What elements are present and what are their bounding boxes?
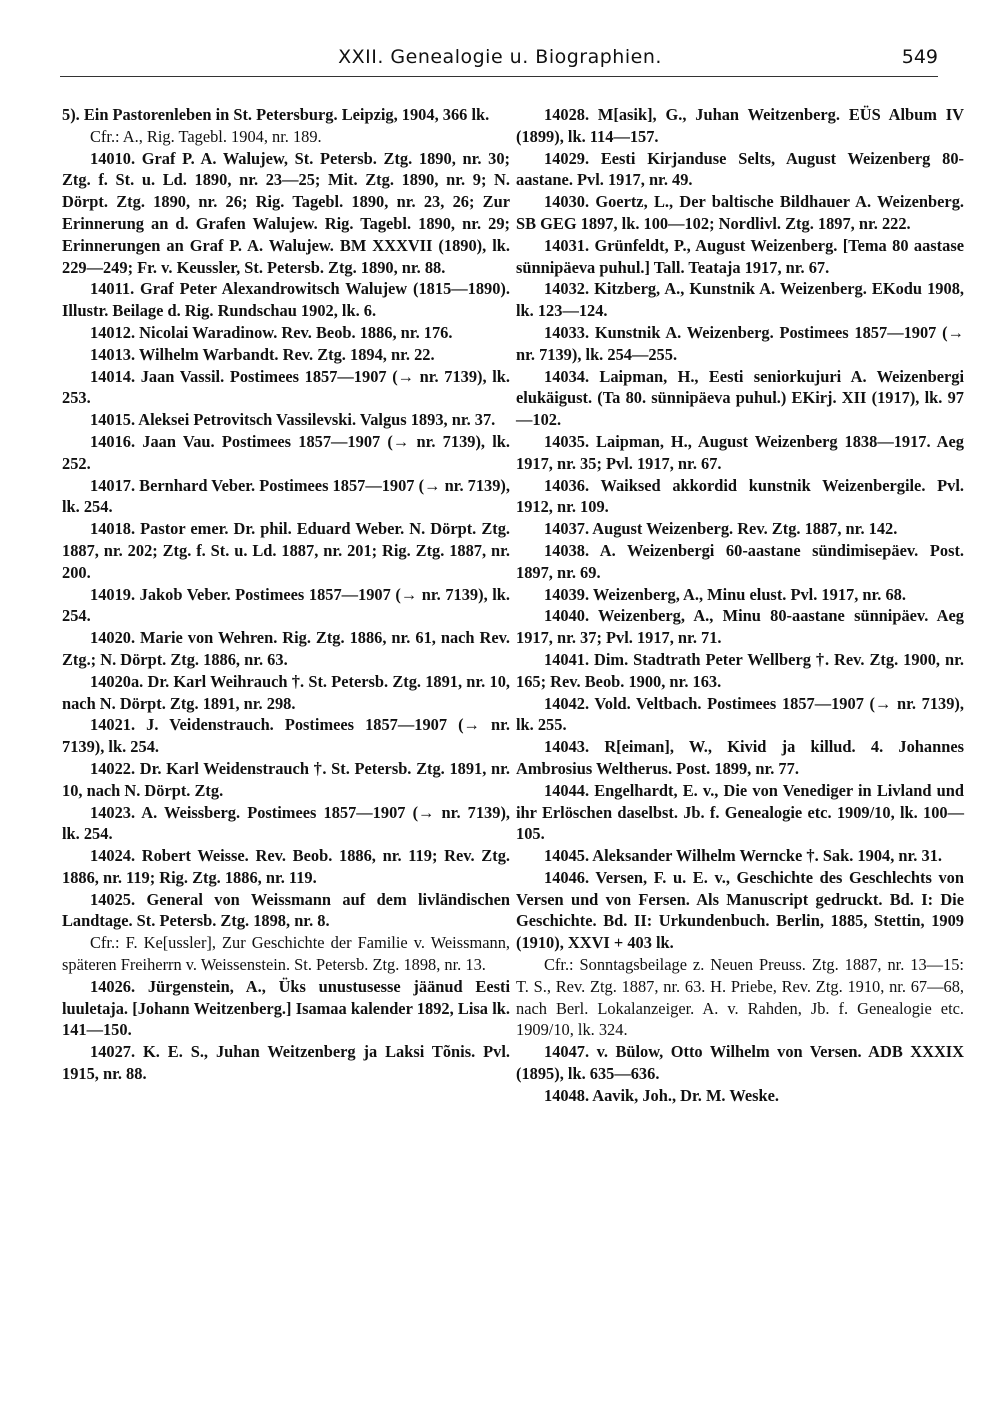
bibliography-entry: 14039. Weizenberg, A., Minu elust. Pvl. 1917, nr. 68.	[544, 584, 906, 604]
header-rule	[60, 76, 938, 77]
page-number: 549	[901, 46, 938, 68]
bibliography-entry: 14040. Weizenberg, A., Minu 80-aastane sünnipäev. Aeg 1917, nr. 37; Pvl. 1917, nr. 71.	[516, 606, 964, 648]
cfr-note: Cfr.: A., Rig. Tagebl. 1904, nr. 189.	[90, 126, 322, 146]
bibliography-entry: 14043. R[eiman], W., Kivid ja killud. 4. Johannes Ambrosius Weltherus. Post. 1899, nr. 77.	[516, 737, 964, 778]
bibliography-entry: 5). Ein Pastorenleben in St. Petersburg. Leipzig, 1904, 366 lk.	[62, 105, 490, 124]
bibliography-entry: 14045. Aleksander Wilhelm Werncke †. Sak. 1904, nr. 31.	[544, 846, 942, 866]
bibliography-entry: 14036. Waiksed akkordid kunstnik Weizenbergile. Pvl. 1912, nr. 109.	[516, 475, 964, 517]
bibliography-entry: 14046. Versen, F. u. E. v., Geschichte des Geschlechts von Versen und von Fersen. Als Manuscript gedruckt. Bd. I: Die Geschichte. Bd. II: Urkundenbuch. Berlin, 1885, Stettin, 1909 (1910), XXVI + 403 lk.	[516, 867, 964, 953]
bibliography-entry: 14047. v. Bülow, Otto Wilhelm von Versen. ADB XXXIX (1895), lk. 635—636.	[516, 1042, 964, 1084]
bibliography-entry: 14034. Laipman, H., Eesti seniorkujuri A. Weizenbergi elukäigust. (Ta 80. sünnipäeva puhul.) EKirj. XII (1917), lk. 97—102.	[516, 366, 964, 430]
running-head-title: XXII. Genealogie u. Biographien.	[338, 46, 662, 68]
bibliography-entry: 14010. Graf P. A. Walujew, St. Petersb. Ztg. 1890, nr. 30; Ztg. f. St. u. Ld. 1890, nr. 23—25; Mit. Ztg. 1890, nr. 9; N. Dörpt. Ztg. 1890, nr. 26; Rig. Tagebl. 1890, nr. 23, 26; Zur Erinnerung an d. Grafen Walujew. Rig. Tagebl. 1890, nr. 29; Erinnerungen an Graf P. A. Walujew. BM XXXVII (1890), lk. 229—249; Fr. v. Keussler, St. Petersb. Ztg. 1890, nr. 88.	[62, 148, 510, 277]
bibliography-entry: 14048. Aavik, Joh., Dr. M. Weske.	[544, 1085, 779, 1105]
bibliography-entry: 14031. Grünfeldt, P., August Weizenberg. [Tema 80 aastase sünnipäeva puhul.] Tall. Teataja 1917, nr. 67.	[516, 235, 964, 277]
bibliography-entry: 14024. Robert Weisse. Rev. Beob. 1886, nr. 119; Rev. Ztg. 1886, nr. 119; Rig. Ztg. 1886, nr. 119.	[62, 846, 510, 887]
bibliography-entry: 14026. Jürgenstein, A., Üks unustusesse jäänud Eesti luuletaja. [Johann Weitzenberg.] Isamaa kalender 1892, Lisa lk. 141—150.	[62, 976, 510, 1040]
bibliography-entry: 14038. A. Weizenbergi 60-aastane sündimisepäev. Post. 1897, nr. 69.	[516, 540, 964, 582]
bibliography-entry: 14012. Nicolai Waradinow. Rev. Beob. 1886, nr. 176.	[90, 322, 453, 342]
bibliography-entry: 14020a. Dr. Karl Weihrauch †. St. Petersb. Ztg. 1891, nr. 10, nach N. Dörpt. Ztg. 1891, nr. 298.	[62, 671, 510, 713]
bibliography-entry: 14033. Kunstnik A. Weizenberg. Postimees 1857—1907 (→ nr. 7139), lk. 254—255.	[516, 322, 964, 364]
bibliography-entry: 14022. Dr. Karl Weidenstrauch †. St. Petersb. Ztg. 1891, nr. 10, nach N. Dörpt. Ztg.	[62, 758, 510, 800]
right-column	[516, 104, 964, 1107]
left-column	[62, 104, 510, 1085]
bibliography-entry: 14014. Jaan Vassil. Postimees 1857—1907 (→ nr. 7139), lk. 253.	[62, 366, 510, 408]
bibliography-entry: 14027. K. E. S., Juhan Weitzenberg ja Laksi Tõnis. Pvl. 1915, nr. 88.	[62, 1042, 510, 1084]
bibliography-entry: 14020. Marie von Wehren. Rig. Ztg. 1886, nr. 61, nach Rev. Ztg.; N. Dörpt. Ztg. 1886, nr. 63.	[62, 628, 510, 669]
bibliography-entry: 14023. A. Weissberg. Postimees 1857—1907 (→ nr. 7139), lk. 254.	[62, 802, 510, 844]
bibliography-entry: 14015. Aleksei Petrovitsch Vassilevski. Valgus 1893, nr. 37.	[90, 410, 496, 430]
bibliography-entry: 14017. Bernhard Veber. Postimees 1857—1907 (→ nr. 7139), lk. 254.	[62, 475, 510, 517]
bibliography-entry: 14037. August Weizenberg. Rev. Ztg. 1887, nr. 142.	[544, 519, 898, 539]
running-header	[0, 46, 1000, 76]
bibliography-entry: 14041. Dim. Stadtrath Peter Wellberg †. Rev. Ztg. 1900, nr. 165; Rev. Beob. 1900, nr. 163.	[516, 649, 964, 691]
bibliography-entry: 14028. M[asik], G., Juhan Weitzenberg. EÜS Album IV (1899), lk. 114—157.	[516, 105, 964, 146]
cfr-note: Cfr.: Sonntagsbeilage z. Neuen Preuss. Ztg. 1887, nr. 13—15: T. S., Rev. Ztg. 1887, nr. 63. H. Priebe, Rev. Ztg. 1910, nr. 67—68, nach Berl. Lokalanzeiger. A. v. Rahden, Jb. f. Genealogie etc. 1909/10, lk. 324.	[516, 955, 964, 1040]
bibliography-entry: 14018. Pastor emer. Dr. phil. Eduard Weber. N. Dörpt. Ztg. 1887, nr. 202; Ztg. f. St. u. Ld. 1887, nr. 201; Rig. Ztg. 1887, nr. 200.	[62, 519, 510, 582]
bibliography-entry: 14021. J. Veidenstrauch. Postimees 1857—1907 (→ nr. 7139), lk. 254.	[62, 715, 510, 757]
bibliography-entry: 14032. Kitzberg, A., Kunstnik A. Weizenberg. EKodu 1908, lk. 123—124.	[516, 279, 964, 321]
cfr-note: Cfr.: F. Ke[ussler], Zur Geschichte der Familie v. Weissmann, späteren Freiherrn v. Weissenstein. St. Petersb. Ztg. 1898, nr. 13.	[62, 933, 510, 975]
bibliography-entry: 14013. Wilhelm Warbandt. Rev. Ztg. 1894, nr. 22.	[90, 344, 435, 364]
bibliography-entry: 14042. Vold. Veltbach. Postimees 1857—1907 (→ nr. 7139), lk. 255.	[516, 693, 964, 735]
bibliography-entry: 14025. General von Weissmann auf dem livländischen Landtage. St. Petersb. Ztg. 1898, nr. 8.	[62, 889, 510, 931]
bibliography-entry: 14044. Engelhardt, E. v., Die von Venediger in Livland und ihr Erlöschen daselbst. Jb. f. Genealogie etc. 1909/10, lk. 100—105.	[516, 780, 964, 844]
bibliography-entry: 14029. Eesti Kirjanduse Selts, August Weizenberg 80-aastane. Pvl. 1917, nr. 49.	[516, 148, 964, 190]
bibliography-entry: 14019. Jakob Veber. Postimees 1857—1907 (→ nr. 7139), lk. 254.	[62, 584, 510, 626]
bibliography-entry: 14035. Laipman, H., August Weizenberg 1838—1917. Aeg 1917, nr. 35; Pvl. 1917, nr. 67.	[516, 431, 964, 473]
bibliography-entry: 14011. Graf Peter Alexandrowitsch Walujew (1815—1890). Illustr. Beilage d. Rig. Rundschau 1902, lk. 6.	[62, 279, 510, 321]
bibliography-entry: 14016. Jaan Vau. Postimees 1857—1907 (→ nr. 7139), lk. 252.	[62, 431, 510, 473]
bibliography-entry: 14030. Goertz, L., Der baltische Bildhauer A. Weizenberg. SB GEG 1897, lk. 100—102; Nordlivl. Ztg. 1897, nr. 222.	[516, 192, 964, 233]
